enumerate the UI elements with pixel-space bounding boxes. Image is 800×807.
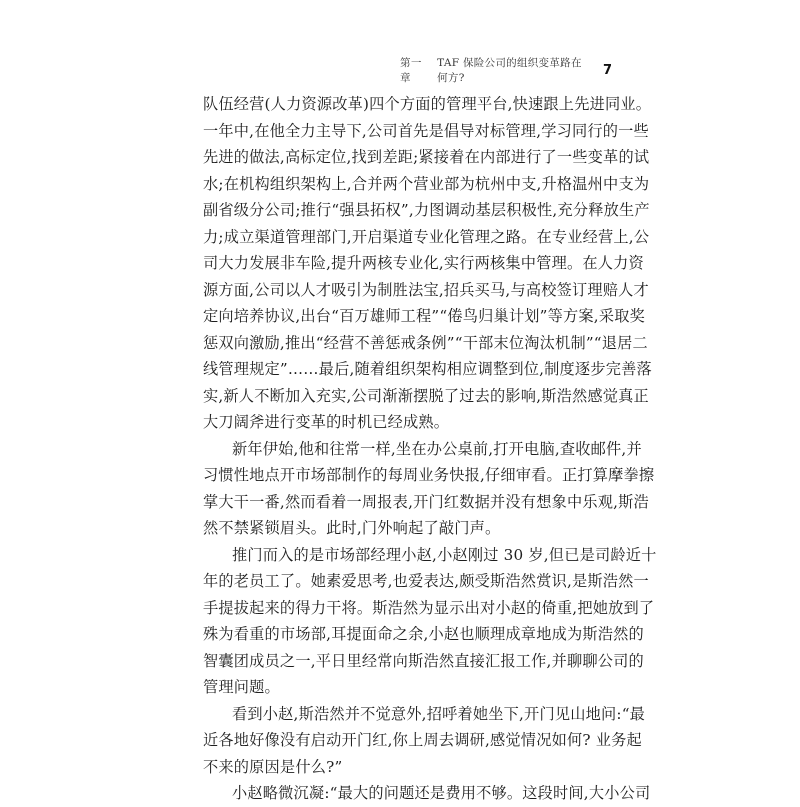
text-line: 源方面,公司以人才吸引为制胜法宝,招兵买马,与高校签订理赔人才 <box>203 280 649 299</box>
running-header <box>400 57 612 84</box>
text-line: 惩双向激励,推出“经营不善惩戒条例”“干部末位淘汰机制”“退居二 <box>203 333 648 352</box>
text-line: 智囊团成员之一,平日里经常向斯浩然直接汇报工作,并聊聊公司的 <box>203 651 644 670</box>
text-line: 年的老员工了。她素爱思考,也爱表达,颇受斯浩然赏识,是斯浩然一 <box>203 572 649 590</box>
text-line: 司大力发展非车险,提升两核专业化,实行两核集中管理。在人力资 <box>203 254 644 272</box>
text-line: 殊为看重的市场部,耳提面命之余,小赵也顺理成章地成为斯浩然的 <box>203 625 644 643</box>
text-line: 一年中,在他全力主导下,公司首先是倡导对标管理,学习同行的一些 <box>203 121 649 140</box>
text-line: 推门而入的是市场部经理小赵,小赵刚过 30 岁,但已是司龄近十 <box>232 545 657 564</box>
text-line: 实,新人不断加入充实,公司渐渐摆脱了过去的影响,斯浩然感觉真正 <box>203 386 649 405</box>
text-line: 然不禁紧锁眉头。此时,门外响起了敲门声。 <box>203 519 501 537</box>
text-line: 定向培养协议,出台“百万雄师工程”“倦鸟归巢计划”等方案,采取奖 <box>203 307 645 325</box>
text-line: 掌大干一番,然而看着一周报表,开门红数据并没有想象中乐观,斯浩 <box>203 492 649 511</box>
text-line: 看到小赵,斯浩然并不觉意外,招呼着她坐下,开门见山地问:“最 <box>232 704 646 723</box>
text-line: 队伍经营(人力资源改革)四个方面的管理平台,快速跟上先进同业。 <box>203 95 652 113</box>
text-line: 先进的做法,高标定位,找到差距;紧接着在内部进行了一些变革的试 <box>203 148 650 166</box>
text-line: 副省级分公司;推行“强县拓权”,力图调动基层积极性,充分释放生产 <box>203 201 650 219</box>
text-line: 手提拔起来的得力干将。斯浩然为显示出对小赵的倚重,把她放到了 <box>203 598 655 617</box>
text-line: 新年伊始,他和往常一样,坐在办公桌前,打开电脑,查收邮件,并 <box>232 439 642 458</box>
text-line: 力;成立渠道管理部门,开启渠道专业化管理之路。在专业经营上,公 <box>203 227 650 246</box>
text-line: 管理问题。 <box>203 678 280 696</box>
body-text <box>203 91 657 807</box>
text-line: 水;在机构组织架构上,合并两个营业部为杭州中支,升格温州中支为 <box>203 174 650 193</box>
text-line: 习惯性地点开市场部制作的每周业务快报,仔细审看。正打算摩拳擦 <box>203 466 655 484</box>
text-line: 线管理规定”……最后,随着组织架构相应调整到位,制度逐步完善落 <box>203 360 652 378</box>
page-number: 7 <box>602 62 612 78</box>
text-line: 不来的原因是什么?” <box>203 757 343 776</box>
chapter-title: TAF 保险公司的组织变革路在何方? <box>437 57 582 84</box>
text-line: 大刀阔斧进行变革的时机已经成熟。 <box>203 413 450 431</box>
chapter-label: 第一章 <box>400 57 422 84</box>
text-line: 小赵略微沉凝:“最大的问题还是费用不够。这段时间,大小公司 <box>232 784 651 802</box>
text-line: 近各地好像没有启动开门红,你上周去调研,感觉情况如何? 业务起 <box>203 731 642 749</box>
